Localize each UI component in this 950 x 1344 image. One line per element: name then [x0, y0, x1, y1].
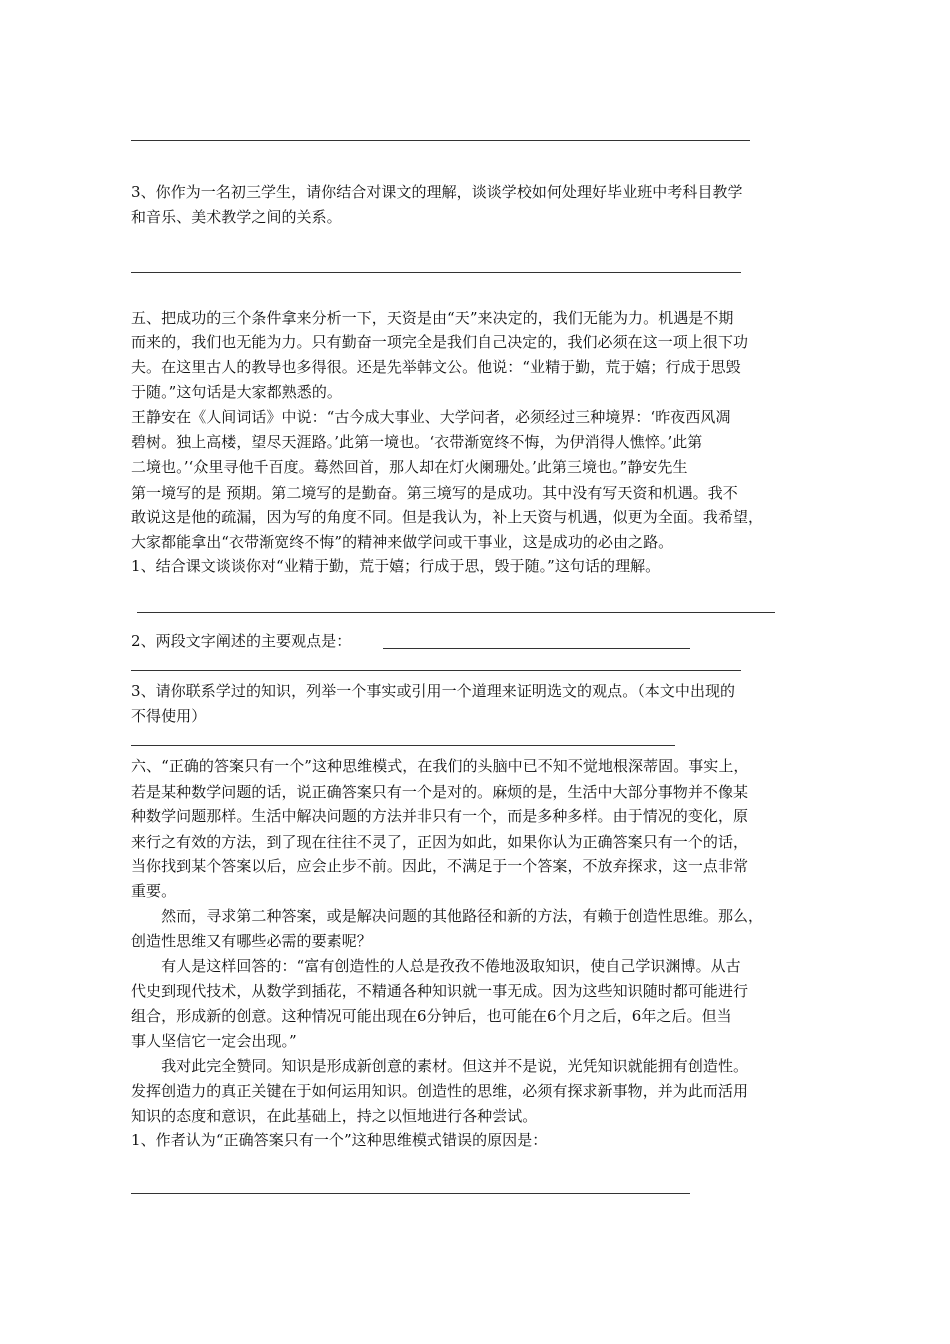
question-4-3-line: 和音乐、美术教学之间的关系。: [131, 208, 342, 226]
passage-5-line: 而来的，我们也无能为力。只有勤奋一项完全是我们自己决定的，我们必须在这一项上很下功: [131, 333, 749, 351]
passage-6-line: 创造性思维又有哪些必需的要素呢？: [131, 932, 372, 950]
question-5-3-line: 3、请你联系学过的知识，列举一个事实或引用一个道理来证明选文的观点。（本文中出现的: [131, 682, 736, 700]
question-4-3-line: 3、你作为一名初三学生，请你结合对课文的理解，谈谈学校如何处理好毕业班中考科目教学: [131, 183, 743, 201]
answer-line[interactable]: [131, 745, 675, 746]
passage-5-line: 夫。在这里古人的教导也多得很。还是先举韩文公。他说：“业精于勤，荒于嬉；行成于思毁: [131, 358, 741, 376]
passage-5-line: 碧树。独上高楼，望尽天涯路。’此第一境也。‘衣带渐宽终不悔，为伊消得人憔悴。’此第: [131, 433, 703, 451]
passage-6-line: 然而，寻求第二种答案，或是解决问题的其他路径和新的方法，有赖于创造性思维。那么，: [131, 907, 764, 925]
passage-5-line: 大家都能拿出“衣带渐宽终不悔”的精神来做学问或干事业，这是成功的必由之路。: [131, 533, 674, 551]
passage-6-line: 来行之有效的方法，到了现在往往不灵了，正因为如此，如果你认为正确答案只有一个的话，: [131, 833, 749, 851]
question-5-3-line: 不得使用）: [131, 707, 207, 725]
answer-line[interactable]: [131, 140, 750, 141]
question-5-1: 1、结合课文谈谈你对“业精于勤，荒于嬉；行成于思，毁于随。”这句话的理解。: [131, 557, 661, 575]
passage-6-line: 我对此完全赞同。知识是形成新创意的素材。但这并不是说，光凭知识就能拥有创造性。: [131, 1057, 749, 1075]
answer-line[interactable]: [131, 670, 741, 671]
answer-line[interactable]: [383, 648, 690, 649]
passage-5-line: 王静安在《人间词话》中说：“古今成大事业、大学问者，必须经过三种境界：‘昨夜西风凋: [131, 408, 731, 426]
passage-6-line: 若是某种数学问题的话，说正确答案只有一个是对的。麻烦的是，生活中大部分事物并不像某: [131, 783, 749, 801]
passage-6-line: 当你找到某个答案以后，应会止步不前。因此，不满足于一个答案，不放弃探求，这一点非常: [131, 857, 749, 875]
answer-line[interactable]: [137, 612, 775, 613]
passage-6-line: 知识的态度和意识，在此基础上，持之以恒地进行各种尝试。: [131, 1107, 538, 1125]
passage-6-line: 种数学问题那样。生活中解决问题的方法并非只有一个，而是多种多样。由于情况的变化，原: [131, 807, 749, 825]
passage-6-line: 事人坚信它一定会出现。”: [131, 1032, 297, 1050]
question-6-1: 1、作者认为“正确答案只有一个”这种思维模式错误的原因是：: [131, 1131, 548, 1149]
passage-6-line: 发挥创造力的真正关键在于如何运用知识。创造性的思维，必须有探求新事物，并为此而活用: [131, 1082, 749, 1100]
passage-5-line: 五、把成功的三个条件拿来分析一下，天资是由“天”来决定的，我们无能为力。机遇是不期: [131, 309, 734, 327]
passage-6-line: 有人是这样回答的：“富有创造性的人总是孜孜不倦地汲取知识，使自己学识渊博。从古: [131, 957, 741, 975]
answer-line[interactable]: [131, 272, 741, 273]
passage-5-line: 二境也。’‘众里寻他千百度。蓦然回首，那人却在灯火阑珊处。’此第三境也。”静安先生: [131, 458, 688, 476]
passage-6-line: 组合，形成新的创意。这种情况可能出现在6分钟后，也可能在6个月之后，6年之后。但当: [131, 1007, 732, 1025]
passage-5-line: 第一境写的是 预期。第二境写的是勤奋。第三境写的是成功。其中没有写天资和机遇。我不: [131, 484, 738, 502]
question-5-2: 2、两段文字阐述的主要观点是：: [131, 632, 352, 650]
passage-6-line: 代史到现代技术，从数学到插花，不精通各种知识就一事无成。因为这些知识随时都可能进行: [131, 982, 749, 1000]
passage-6-line: 重要。: [131, 882, 177, 900]
passage-5-line: 于随。”这句话是大家都熟悉的。: [131, 383, 342, 401]
passage-6-line: 六、“正确的答案只有一个”这种思维模式，在我们的头脑中已不知不觉地根深蒂固。事实上，: [131, 757, 749, 775]
passage-5-line: 敢说这是他的疏漏，因为写的角度不同。但是我认为，补上天资与机遇，似更为全面。我希望，: [131, 508, 764, 526]
answer-line[interactable]: [131, 1193, 690, 1194]
